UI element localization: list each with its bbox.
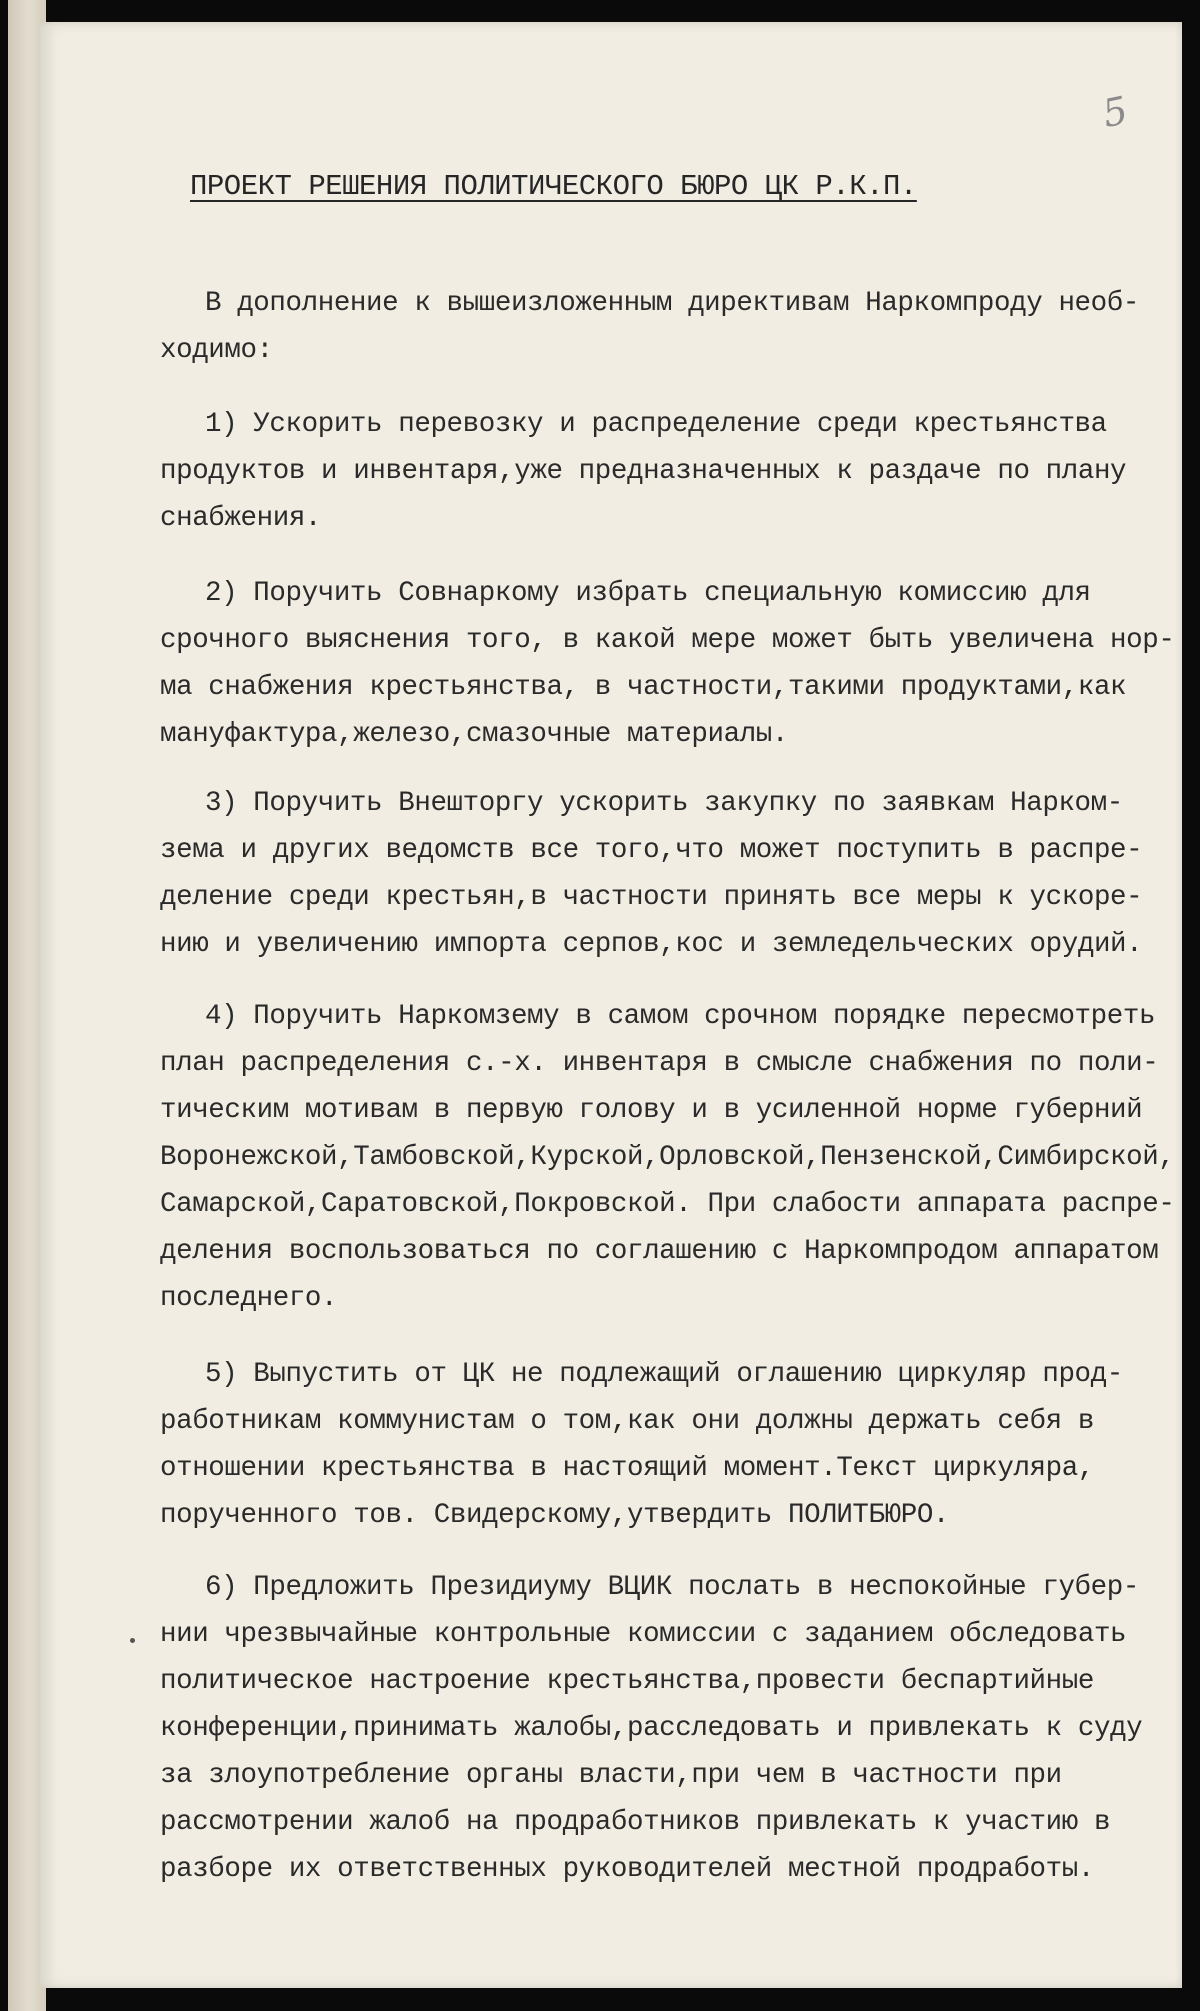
paragraph-item-5 xyxy=(160,1351,1123,1539)
text-line: политическое настроение крестьянства,провести беспартийные xyxy=(160,1666,1094,1697)
text-line: мануфактура,железо,смазочные материалы. xyxy=(160,719,789,750)
text-line: рассмотрении жалоб на продработников привлекать к участию в xyxy=(160,1807,1111,1838)
text-line: конференции,принимать жалобы,расследовать и привлекать к суду xyxy=(160,1713,1143,1744)
intro-paragraph xyxy=(160,280,1139,374)
ink-mark xyxy=(130,1638,135,1643)
text-line: нию и увеличению импорта серпов,кос и земледельческих орудий. xyxy=(160,929,1143,960)
document-title: ПРОЕКТ РЕШЕНИЯ ПОЛИТИЧЕСКОГО БЮРО ЦК Р.К.П. xyxy=(190,170,917,203)
text-line: тическим мотивам в первую голову и в усиленной норме губерний xyxy=(160,1095,1143,1126)
text-line: деления воспользоваться по соглашению с Наркомпродом аппаратом xyxy=(160,1236,1159,1267)
text-line: Воронежской,Тамбовской,Курской,Орловской,Пензенской,Симбирской, xyxy=(160,1142,1175,1173)
text-line: продуктов и инвентаря,уже предназначенных к раздаче по плану xyxy=(160,456,1127,487)
text-line: 1) Ускорить перевозку и распределение среди крестьянства xyxy=(205,409,1107,440)
paragraph-item-4 xyxy=(160,993,1174,1322)
text-line: план распределения с.-х. инвентаря в смысле снабжения по поли- xyxy=(160,1048,1159,1079)
text-line: 5) Выпустить от ЦК не подлежащий оглашению циркуляр прод- xyxy=(205,1359,1123,1390)
text-line: снабжения. xyxy=(160,503,322,534)
page-number: 5 xyxy=(1098,87,1132,137)
text-line: за злоупотребление органы власти,при чем в частности при xyxy=(160,1760,1062,1791)
text-line: порученного тов. Свидерскому,утвердить ПОЛИТБЮРО. xyxy=(160,1500,950,1531)
text-line: 3) Поручить Внешторгу ускорить закупку по заявкам Нарком- xyxy=(205,788,1123,819)
text-line: зема и других ведомств все того,что может поступить в распре- xyxy=(160,835,1143,866)
text-line: нии чрезвычайные контрольные комиссии с заданием обследовать xyxy=(160,1619,1127,1650)
paragraph-item-1 xyxy=(160,401,1126,542)
text-line: 4) Поручить Наркомзему в самом срочном порядке пересмотреть xyxy=(205,1001,1156,1032)
text-line: работникам коммунистам о том,как они должны держать себя в xyxy=(160,1406,1094,1437)
paragraph-item-3 xyxy=(160,780,1142,968)
text-line: ходимо: xyxy=(160,335,273,366)
text-line: Самарской,Саратовской,Покровской. При слабости аппарата распре- xyxy=(160,1189,1175,1220)
text-line: разборе их ответственных руководителей местной продработы. xyxy=(160,1854,1094,1885)
text-line: отношении крестьянства в настоящий момент.Текст циркуляра, xyxy=(160,1453,1094,1484)
text-line: деление среди крестьян,в частности принять все меры к ускоре- xyxy=(160,882,1143,913)
paragraph-item-2 xyxy=(160,570,1174,758)
paragraph-item-6 xyxy=(160,1564,1142,1893)
text-line: 2) Поручить Совнаркому избрать специальную комиссию для xyxy=(205,578,1091,609)
text-line: В дополнение к вышеизложенным директивам Наркомпроду необ- xyxy=(205,288,1139,319)
text-line: последнего. xyxy=(160,1283,338,1314)
text-line: ма снабжения крестьянства, в частности,такими продуктами,как xyxy=(160,672,1127,703)
text-line: срочного выяснения того, в какой мере может быть увеличена нор- xyxy=(160,625,1175,656)
text-line: 6) Предложить Президиуму ВЦИК послать в неспокойные губер- xyxy=(205,1572,1139,1603)
